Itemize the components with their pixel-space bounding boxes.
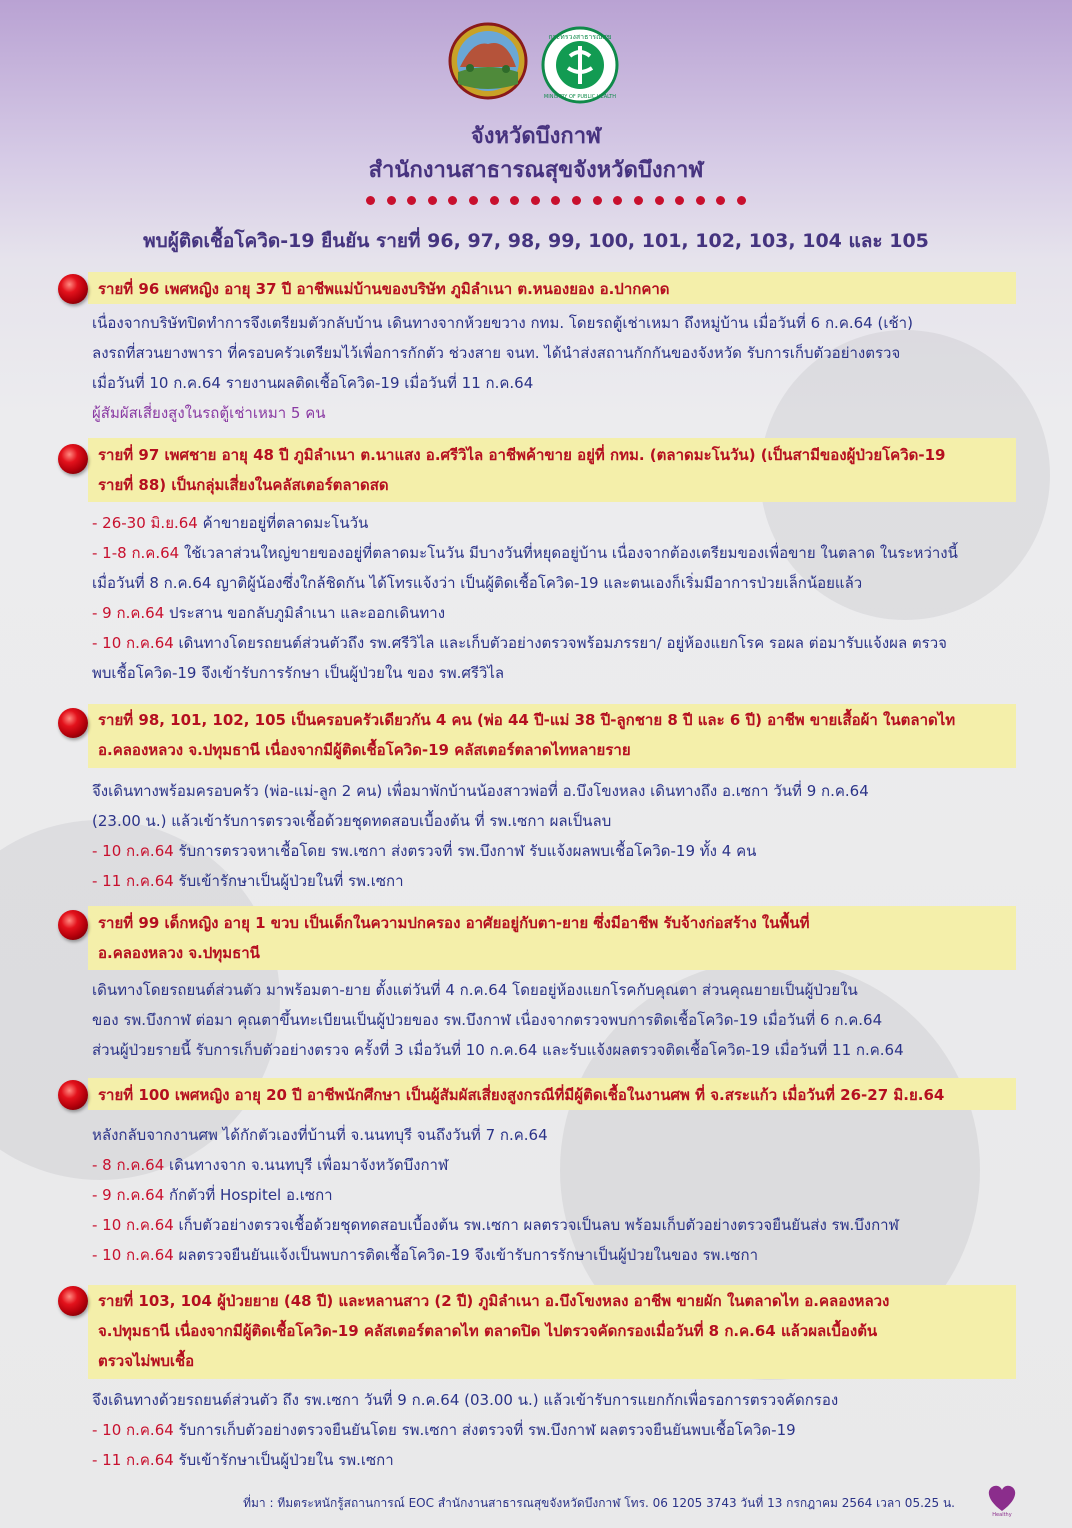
timeline-item	[92, 1240, 758, 1270]
case-detail-line	[92, 806, 611, 836]
line-text: พบเชื้อโควิด-19 จึงเข้ารับการรักษา เป็นผู้ป่วยใน ของ รพ.ศรีวิไล	[92, 664, 505, 682]
timeline-item	[92, 1180, 333, 1210]
line-text: ส่วนผู้ป่วยรายนี้ รับการเก็บตัวอย่างตรวจ ครั้งที่ 3 เมื่อวันที่ 10 ก.ค.64 และรับแจ้งผลตรวจติดเชื้อโควิด-19 เมื่อวันที่ 11 ก.ค.64	[92, 1041, 904, 1059]
logo-ring-text-english: MINISTRY OF PUBLIC HEALTH	[543, 94, 617, 100]
line-text: เดินทางจาก จ.นนทบุรี เพื่อมาจังหวัดบึงกาฬ	[164, 1156, 449, 1174]
line-text: กักตัวที่ Hospitel อ.เซกา	[164, 1186, 333, 1204]
case-title: รายที่ 99 เด็กหญิง อายุ 1 ขวบ เป็นเด็กในความปกครอง อาศัยอยู่กับตา-ยาย ซึ่งมีอาชีพ รับจ้างก่อสร้าง ในพื้นที่	[98, 914, 810, 932]
timeline-date: - 11 ก.ค.64	[92, 1451, 174, 1469]
case-title: รายที่ 100 เพศหญิง อายุ 20 ปี อาชีพนักศึกษา เป็นผู้สัมผัสเสี่ยงสูงกรณีที่มีผู้ติดเชื้อในงานศพ ที่ จ.สระแก้ว เมื่อวันที่ 26-27 มิ.ย.64	[98, 1086, 945, 1104]
heart-logo-icon	[982, 1477, 1022, 1517]
line-text: รับการเก็บตัวอย่างตรวจยืนยันโดย รพ.เซกา ส่งตรวจที่ รพ.บึงกาฬ ผลตรวจยืนยันพบเชื้อโควิด-19	[173, 1421, 796, 1439]
case-detail-line	[92, 308, 913, 338]
timeline-date: - 10 ก.ค.64	[92, 1421, 174, 1439]
line-text: ผลตรวจยืนยันแจ้งเป็นพบการติดเชื้อโควิด-19 จึงเข้ารับการรักษาเป็นผู้ป่วยในของ รพ.เซกา	[173, 1246, 758, 1264]
timeline-item	[92, 1210, 899, 1240]
timeline-date: - 10 ก.ค.64	[92, 842, 174, 860]
timeline-item	[92, 1415, 796, 1445]
line-text: ลงรถที่สวนยางพารา ที่ครอบครัวเตรียมไว้เพื่อการกักตัว ช่วงสาย จนท. ได้นำส่งสถานกักกันของจังหวัด รับการเก็บตัวอย่างตรวจ	[92, 344, 901, 362]
timeline-date: - 9 ก.ค.64	[92, 604, 165, 622]
headline: พบผู้ติดเชื้อโควิด-19 ยืนยัน รายที่ 96, 97, 98, 99, 100, 101, 102, 103, 104 และ 105	[143, 230, 929, 252]
timeline-item	[92, 866, 404, 896]
case-title: อ.คลองหลวง จ.ปทุมธานี	[98, 944, 260, 962]
red-ball-bullet-icon	[58, 910, 88, 940]
ministry-of-public-health-logo-icon	[540, 26, 620, 104]
line-text: เดินทางโดยรถยนต์ส่วนตัวถึง รพ.ศรีวิไล และเก็บตัวอย่างตรวจพร้อมภรรยา/ อยู่ห้องแยกโรค รอผล ต่อมารับแจ้งผล ตรวจ	[173, 634, 947, 652]
case-title: รายที่ 98, 101, 102, 105 เป็นครอบครัวเดียวกัน 4 คน (พ่อ 44 ปี-แม่ 38 ปี-ลูกชาย 8 ปี และ 6 ปี) อาชีพ ขายเสื้อผ้า ในตลาดไท	[98, 711, 956, 729]
timeline-date: - 10 ก.ค.64	[92, 1216, 174, 1234]
case-title: รายที่ 103, 104 ผู้ป่วยยาย (48 ปี) และหลานสาว (2 ปี) ภูมิลำเนา อ.บึงโขงหลง อาชีพ ขายผัก ในตลาดไท อ.คลองหลวง	[98, 1292, 890, 1310]
line-text: จึงเดินทางพร้อมครอบครัว (พ่อ-แม่-ลูก 2 คน) เพื่อมาพักบ้านน้องสาวพ่อที่ อ.บึงโขงหลง เดินทางถึง อ.เซกา วันที่ 9 ก.ค.64	[92, 782, 869, 800]
case-detail-line	[92, 398, 326, 428]
line-text: (23.00 น.) แล้วเข้ารับการตรวจเชื้อด้วยชุดทดสอบเบื้องต้น ที่ รพ.เซกา ผลเป็นลบ	[92, 812, 612, 830]
timeline-item	[92, 538, 958, 568]
case-title: รายที่ 97 เพศชาย อายุ 48 ปี ภูมิลำเนา ต.นาแสง อ.ศรีวิไล อาชีพค้าขาย อยู่ที่ กทม. (ตลาดมะโนวัน) (เป็นสามีของผู้ป่วยโควิด-19	[98, 446, 946, 464]
line-text: รับเข้ารักษาเป็นผู้ป่วยในที่ รพ.เซกา	[173, 872, 404, 890]
line-text: เดินทางโดยรถยนต์ส่วนตัว มาพร้อมตา-ยาย ตั้งแต่วันที่ 4 ก.ค.64 โดยอยู่ห้องแยกโรคกับคุณตา ส่วนคุณยายเป็นผู้ป่วยใน	[92, 981, 858, 999]
line-text: เมื่อวันที่ 10 ก.ค.64 รายงานผลติดเชื้อโควิด-19 เมื่อวันที่ 11 ก.ค.64	[92, 374, 534, 392]
timeline-item	[92, 628, 947, 658]
case-detail-line	[92, 1385, 838, 1415]
footer-logo-caption: Healthy	[992, 1512, 1012, 1517]
case-detail-line	[92, 1120, 548, 1150]
red-ball-bullet-icon	[58, 1286, 88, 1316]
timeline-item	[92, 508, 368, 538]
case-title: อ.คลองหลวง จ.ปทุมธานี เนื่องจากมีผู้ติดเชื้อโควิด-19 คลัสเตอร์ตลาดไทหลายราย	[98, 741, 631, 759]
line-text: ผู้สัมผัสเสี่ยงสูงในรถตู้เช่าเหมา 5 คน	[92, 404, 326, 422]
line-text: เก็บตัวอย่างตรวจเชื้อด้วยชุดทดสอบเบื้องต้น รพ.เซกา ผลตรวจเป็นลบ พร้อมเก็บตัวอย่างตรวจยืนยันส่ง รพ.บึงกาฬ	[173, 1216, 899, 1234]
timeline-date: - 10 ก.ค.64	[92, 1246, 174, 1264]
timeline-date: - 1-8 ก.ค.64	[92, 544, 180, 562]
line-text: ของ รพ.บึงกาฬ ต่อมา คุณตาขึ้นทะเบียนเป็นผู้ป่วยของ รพ.บึงกาฬ เนื่องจากตรวจพบการติดเชื้อโควิด-19 เมื่อวันที่ 6 ก.ค.64	[92, 1011, 883, 1029]
case-detail-line	[92, 568, 862, 598]
case-detail-line	[92, 776, 869, 806]
line-text: จึงเดินทางด้วยรถยนต์ส่วนตัว ถึง รพ.เซกา วันที่ 9 ก.ค.64 (03.00 น.) แล้วเข้ารับการแยกกักเพื่อรอการตรวจคัดกรอง	[92, 1391, 839, 1409]
line-text: ประสาน ขอกลับภูมิลำเนา และออกเดินทาง	[164, 604, 446, 622]
case-detail-line	[92, 1035, 904, 1065]
timeline-date: - 9 ก.ค.64	[92, 1186, 165, 1204]
case-detail-line	[92, 338, 900, 368]
line-text: ใช้เวลาส่วนใหญ่ขายของอยู่ที่ตลาดมะโนวัน มีบางวันที่หยุดอยู่บ้าน เนื่องจากต้องเตรียมของเพื่อขาย ในตลาด ในระหว่างนี้	[179, 544, 958, 562]
line-text: เมื่อวันที่ 8 ก.ค.64 ญาติผู้น้องซึ่งใกล้ชิดกัน ได้โทรแจ้งว่า เป็นผู้ติดเชื้อโควิด-19 และตนเองก็เริ่มมีอาการป่วยเล็กน้อยแล้ว	[92, 574, 863, 592]
footer-source: ที่มา : ทีมตระหนักรู้สถานการณ์ EOC สำนักงานสาธารณสุขจังหวัดบึงกาฬ โทร. 06 1205 3743 วันที่ 13 กรกฎาคม 2564 เวลา 05.25 น.	[243, 1496, 955, 1510]
case-detail-line	[92, 1005, 882, 1035]
timeline-date: - 26-30 มิ.ย.64	[92, 514, 198, 532]
case-title: รายที่ 88) เป็นกลุ่มเสี่ยงในคลัสเตอร์ตลาดสด	[98, 476, 389, 494]
red-ball-bullet-icon	[58, 708, 88, 738]
province-seal-icon	[448, 22, 528, 100]
case-title: ตรวจไม่พบเชื้อ	[98, 1352, 195, 1370]
province-title: จังหวัดบึงกาฬ	[470, 124, 602, 149]
timeline-item	[92, 598, 445, 628]
timeline-date: - 11 ก.ค.64	[92, 872, 174, 890]
timeline-date: - 8 ก.ค.64	[92, 1156, 165, 1174]
line-text: ค้าขายอยู่ที่ตลาดมะโนวัน	[197, 514, 369, 532]
case-title: จ.ปทุมธานี เนื่องจากมีผู้ติดเชื้อโควิด-19 คลัสเตอร์ตลาดไท ตลาดปิด ไปตรวจคัดกรองเมื่อวันที่ 8 ก.ค.64 แล้วผลเบื้องต้น	[98, 1322, 878, 1340]
case-detail-line	[92, 975, 858, 1005]
timeline-date: - 10 ก.ค.64	[92, 634, 174, 652]
timeline-item	[92, 1445, 394, 1475]
timeline-item	[92, 836, 756, 866]
red-ball-bullet-icon	[58, 1080, 88, 1110]
timeline-item	[92, 1150, 448, 1180]
office-title: สำนักงานสาธารณสุขจังหวัดบึงกาฬ	[368, 158, 704, 183]
header-logos	[0, 22, 1072, 104]
case-title: รายที่ 96 เพศหญิง อายุ 37 ปี อาชีพแม่บ้านของบริษัท ภูมิลำเนา ต.หนองยอง อ.ปากคาด	[98, 280, 670, 298]
logo-ring-text-thai: กระทรวงสาธารณสุข	[548, 33, 612, 41]
line-text: รับเข้ารักษาเป็นผู้ป่วยใน รพ.เซกา	[173, 1451, 394, 1469]
line-text: หลังกลับจากงานศพ ได้กักตัวเองที่บ้านที่ จ.นนทบุรี จนถึงวันที่ 7 ก.ค.64	[92, 1126, 548, 1144]
red-ball-bullet-icon	[58, 274, 88, 304]
red-ball-bullet-icon	[58, 444, 88, 474]
dot-divider	[366, 196, 746, 205]
case-detail-line	[92, 368, 533, 398]
case-detail-line	[92, 658, 504, 688]
line-text: รับการตรวจหาเชื้อโดย รพ.เซกา ส่งตรวจที่ รพ.บึงกาฬ รับแจ้งผลพบเชื้อโควิด-19 ทั้ง 4 คน	[173, 842, 757, 860]
line-text: เนื่องจากบริษัทปิดทำการจึงเตรียมตัวกลับบ้าน เดินทางจากห้วยขวาง กทม. โดยรถตู้เช่าเหมา ถึงหมู่บ้าน เมื่อวันที่ 6 ก.ค.64 (เช้า)	[92, 314, 913, 332]
